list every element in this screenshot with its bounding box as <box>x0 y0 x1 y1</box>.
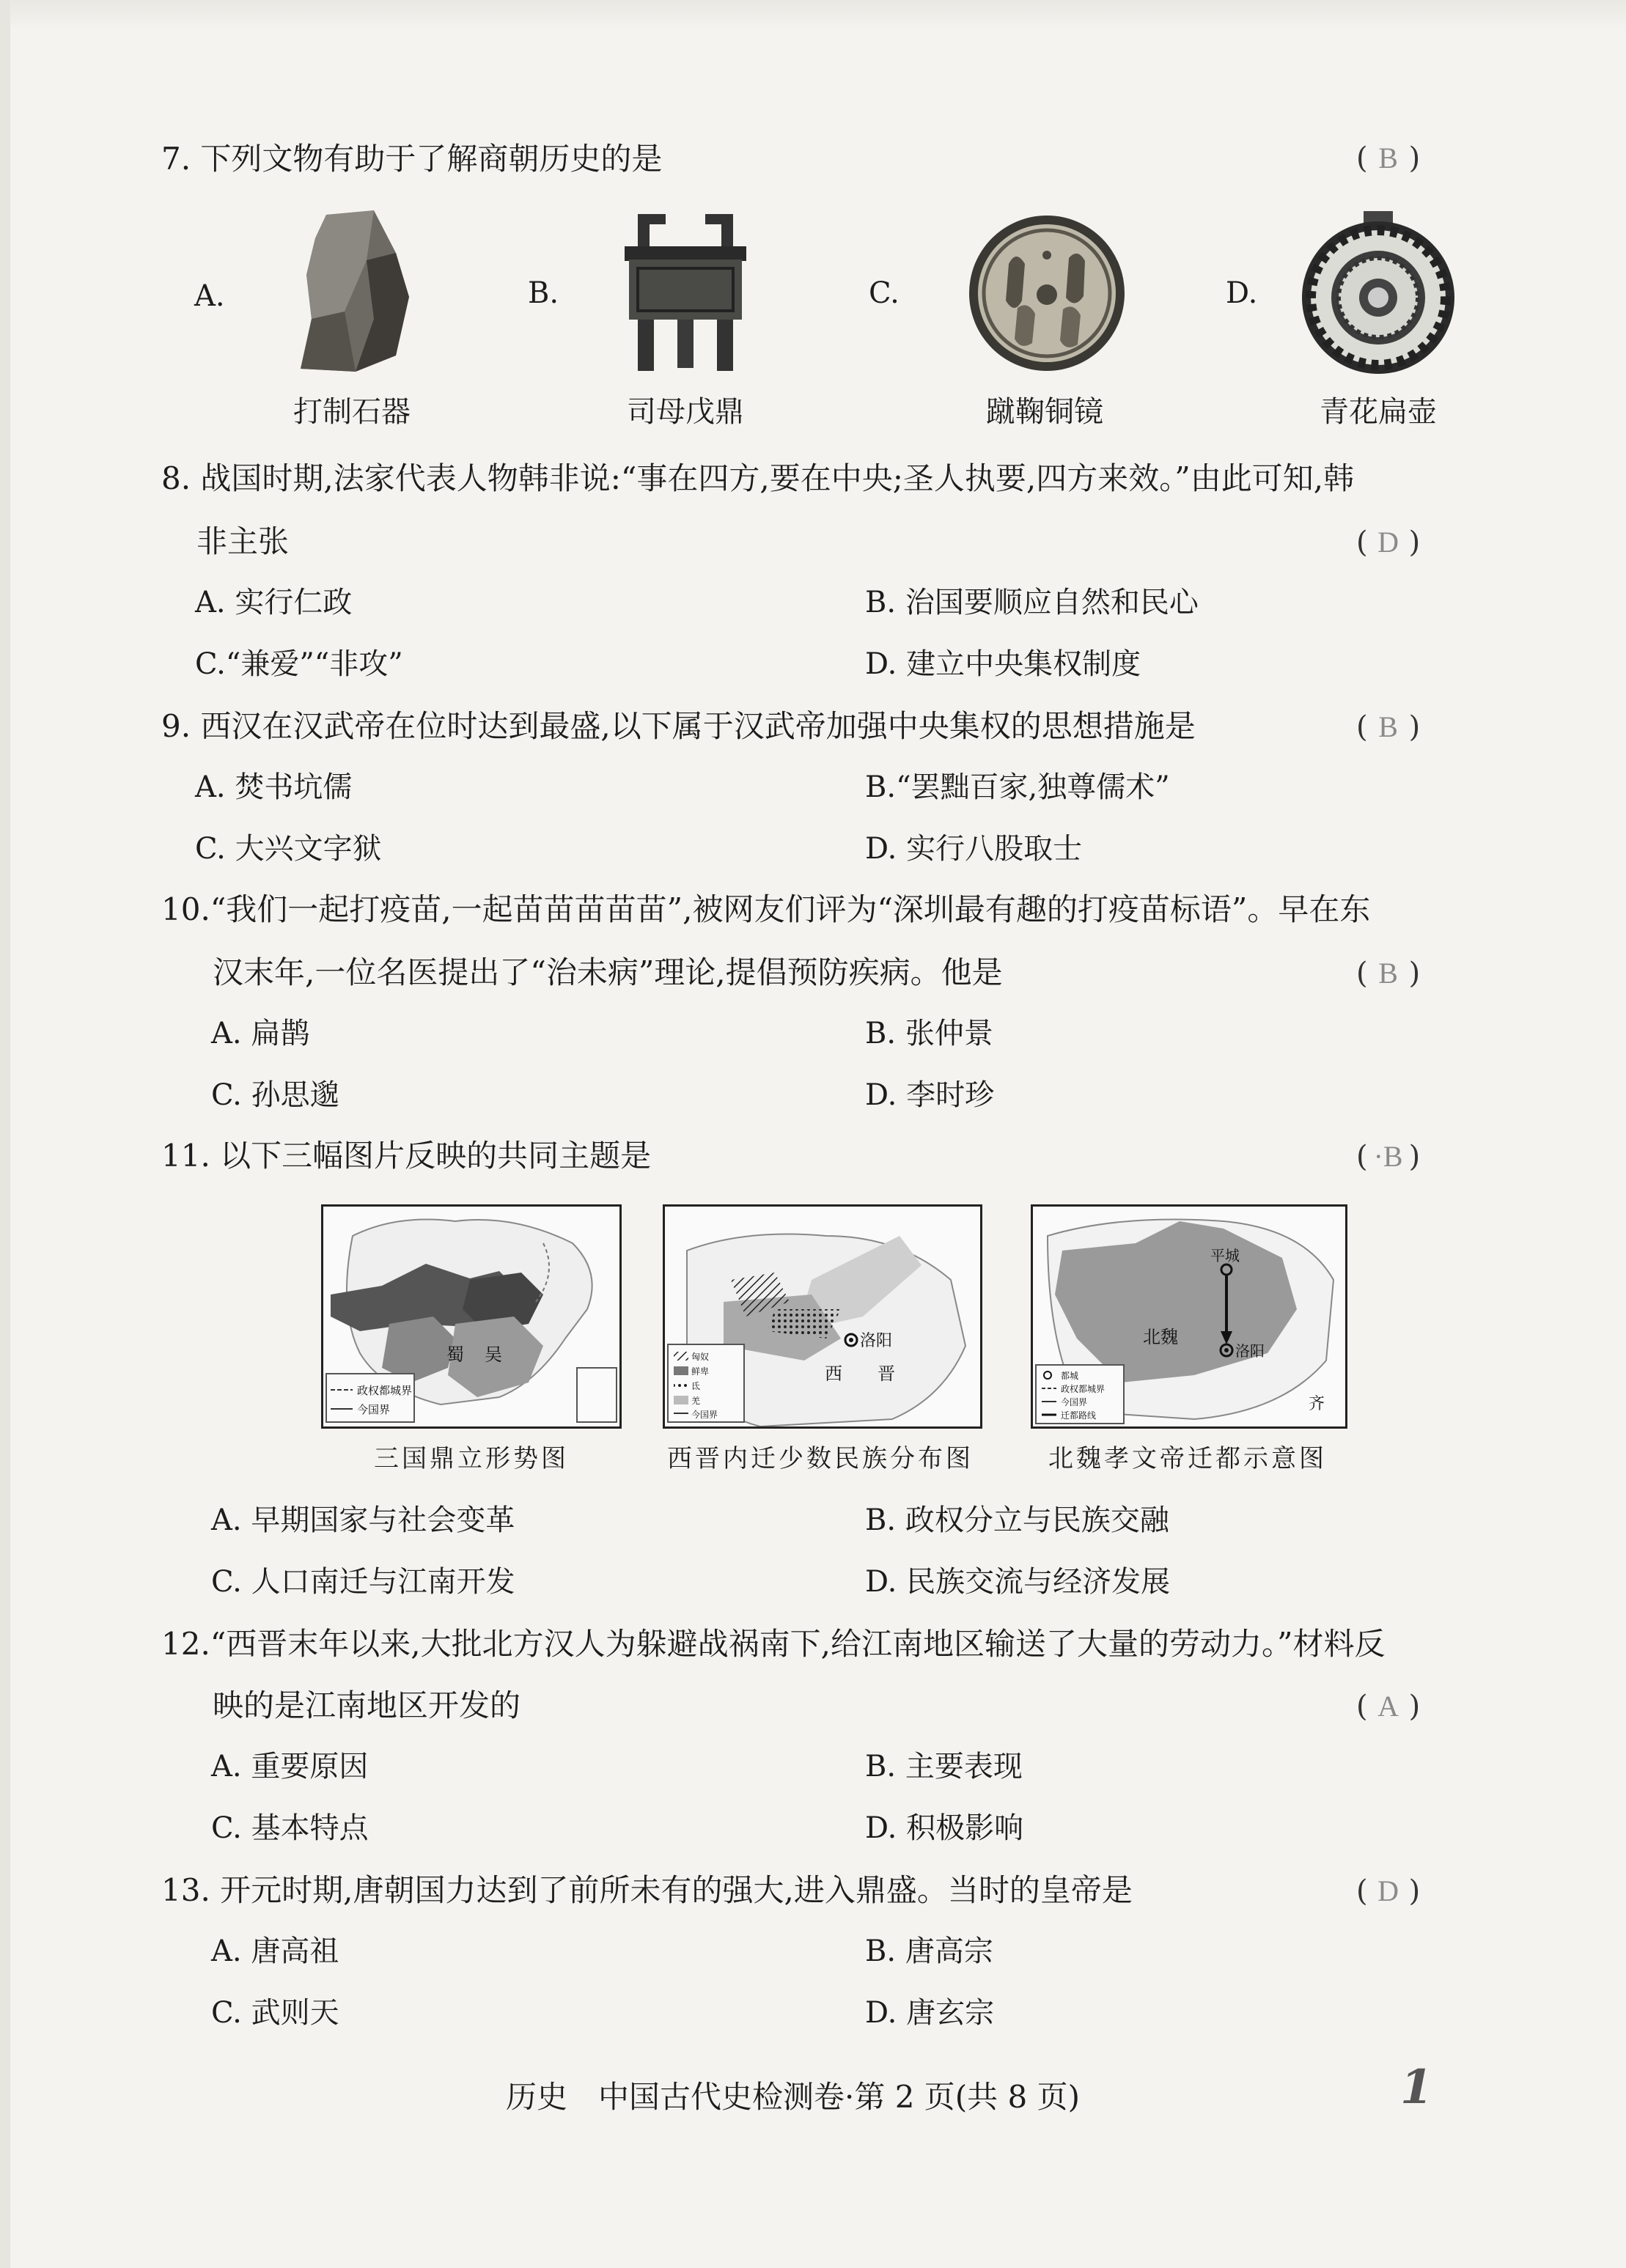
map3-label-qi: 齐 <box>1309 1395 1325 1413</box>
map1-label-wu: 吴 <box>485 1344 502 1365</box>
q13-option-d: D. 唐玄宗 <box>865 1996 995 2030</box>
q9-option-c: C. 大兴文字狱 <box>195 832 382 866</box>
q12-answer-slot: ( A ) <box>1356 1690 1421 1723</box>
map2-label-jin: 晋 <box>878 1363 895 1384</box>
page-number: 1 <box>1400 2060 1433 2115</box>
northern-wei-map <box>1031 1204 1347 1429</box>
q9-answer: B <box>1378 710 1398 743</box>
map1-legend-2: 今国界 <box>357 1403 391 1416</box>
map2-legend-2: 鲜卑 <box>691 1366 710 1377</box>
q8-stem-line1: 8. 战国时期,法家代表人物韩非说:“事在四方,要在中央;圣人执要,四方来效。”由此可知,韩 <box>161 460 1355 496</box>
q11-answer-slot: ( ·B ) <box>1356 1140 1421 1174</box>
q8-option-b: B. 治国要顺应自然和民心 <box>865 586 1199 619</box>
q12-stem-line2: 映的是江南地区开发的 <box>213 1687 521 1723</box>
map3-label-beiwei: 北魏 <box>1143 1327 1178 1347</box>
q7-option-a-caption: 打制石器 <box>293 395 411 429</box>
q13-option-a: A. 唐高祖 <box>211 1934 339 1968</box>
map2-legend-5: 今国界 <box>691 1410 718 1420</box>
q13-option-b: B. 唐高宗 <box>865 1934 993 1968</box>
q10-option-c: C. 孙思邈 <box>211 1078 339 1112</box>
q12-option-d: D. 积极影响 <box>865 1811 1024 1845</box>
q13-option-c: C. 武则天 <box>211 1996 339 2030</box>
map3-legend-3: 今国界 <box>1061 1397 1088 1407</box>
q10-stem-line1: 10.“我们一起打疫苗,一起苗苗苗苗苗”,被网友们评为“深圳最有趣的打疫苗标语”。早在东 <box>161 891 1371 927</box>
map2-caption: 西晋内迁少数民族分布图 <box>667 1444 974 1473</box>
q10-option-b: B. 张仲景 <box>865 1017 993 1050</box>
map3-legend-2: 政权都城界 <box>1061 1384 1106 1394</box>
q9-stem: 9. 西汉在汉武帝在位时达到最盛,以下属于汉武帝加强中央集权的思想措施是 <box>161 708 1196 744</box>
map2-label-luoyang: 洛阳 <box>860 1332 893 1350</box>
q7-option-a-label: A. <box>194 279 225 313</box>
q7-answer-slot: ( B ) <box>1356 141 1421 175</box>
q11-option-c: C. 人口南迁与江南开发 <box>211 1565 515 1599</box>
q7-stem: 7. 下列文物有助于了解商朝历史的是 <box>161 141 663 177</box>
q8-option-a: A. 实行仁政 <box>195 586 353 619</box>
map2-legend-4: 羌 <box>691 1396 701 1406</box>
q13-answer-slot: ( D ) <box>1356 1874 1421 1908</box>
map1-legend-1: 政权都城界 <box>357 1384 413 1397</box>
q8-option-c: C.“兼爱”“非攻” <box>195 647 403 681</box>
scan-top-edge <box>0 0 1626 29</box>
q7-option-c-caption: 蹴鞠铜镜 <box>986 395 1103 429</box>
q10-stem-line2: 汉末年,一位名医提出了“治未病”理论,提倡预防疾病。他是 <box>213 954 1003 990</box>
q9-option-d: D. 实行八股取士 <box>865 832 1083 866</box>
three-kingdoms-map-graphic <box>323 1207 619 1426</box>
bronze-mirror-icon <box>966 213 1127 374</box>
q9-option-a: A. 焚书坑儒 <box>195 770 353 804</box>
map3-label-pingcheng: 平城 <box>1210 1247 1240 1264</box>
map1-caption: 三国鼎立形势图 <box>374 1444 569 1473</box>
map2-legend-1: 匈奴 <box>691 1352 710 1362</box>
q8-answer-slot: ( D ) <box>1356 526 1421 559</box>
map2-legend-3: 氐 <box>691 1381 701 1391</box>
map3-caption: 北魏孝文帝迁都示意图 <box>1048 1444 1327 1473</box>
q7-option-d-caption: 青花扁壶 <box>1320 395 1437 429</box>
scan-left-edge <box>0 0 10 2268</box>
q12-option-b: B. 主要表现 <box>865 1750 1023 1783</box>
bronze-ding-icon <box>616 213 755 374</box>
stone-tool-icon <box>286 209 418 378</box>
q7-option-b-label: B. <box>528 276 559 310</box>
q11-option-d: D. 民族交流与经济发展 <box>865 1565 1171 1599</box>
northern-wei-map-graphic <box>1033 1207 1345 1426</box>
q11-option-b: B. 政权分立与民族交融 <box>865 1503 1169 1537</box>
western-jin-map <box>663 1204 982 1429</box>
q11-option-a: A. 早期国家与社会变革 <box>211 1503 515 1537</box>
q9-answer-slot: ( B ) <box>1356 710 1421 744</box>
q10-answer-slot: ( B ) <box>1356 957 1421 990</box>
page-footer: 历史 中国古代史检测卷·第 2 页(共 8 页) <box>506 2079 1080 2115</box>
three-kingdoms-map <box>321 1204 622 1429</box>
q8-option-d: D. 建立中央集权制度 <box>865 647 1141 681</box>
map3-legend-1: 都城 <box>1061 1371 1079 1381</box>
q10-option-d: D. 李时珍 <box>865 1078 995 1112</box>
q12-option-a: A. 重要原因 <box>211 1750 369 1783</box>
q8-stem-line2: 非主张 <box>196 523 290 559</box>
q7-option-b-caption: 司母戊鼎 <box>627 395 744 429</box>
q10-option-a: A. 扁鹊 <box>211 1017 310 1050</box>
western-jin-map-graphic <box>665 1207 980 1426</box>
map2-label-xi: 西 <box>825 1363 842 1384</box>
q13-answer: D <box>1377 1874 1399 1907</box>
q12-answer: A <box>1377 1690 1399 1723</box>
q11-answer: ·B <box>1373 1140 1403 1173</box>
q8-answer: D <box>1377 526 1399 559</box>
q7-answer: B <box>1378 141 1398 174</box>
q13-stem: 13. 开元时期,唐朝国力达到了前所未有的强大,进入鼎盛。当时的皇帝是 <box>161 1872 1133 1908</box>
q12-option-c: C. 基本特点 <box>211 1811 369 1845</box>
q10-answer: B <box>1378 957 1398 990</box>
q7-option-c-label: C. <box>869 276 900 310</box>
q7-option-d-label: D. <box>1226 276 1258 310</box>
porcelain-flask-icon <box>1298 210 1459 378</box>
q12-stem-line1: 12.“西晋末年以来,大批北方汉人为躲避战祸南下,给江南地区输送了大量的劳动力。”材料反 <box>161 1626 1386 1662</box>
map1-label-shu: 蜀 <box>446 1344 464 1365</box>
q11-stem: 11. 以下三幅图片反映的共同主题是 <box>161 1138 652 1174</box>
map3-legend-4: 迁都路线 <box>1061 1410 1097 1421</box>
q9-option-b: B.“罢黜百家,独尊儒术” <box>865 770 1170 804</box>
map3-label-luoyang: 洛阳 <box>1235 1342 1265 1360</box>
